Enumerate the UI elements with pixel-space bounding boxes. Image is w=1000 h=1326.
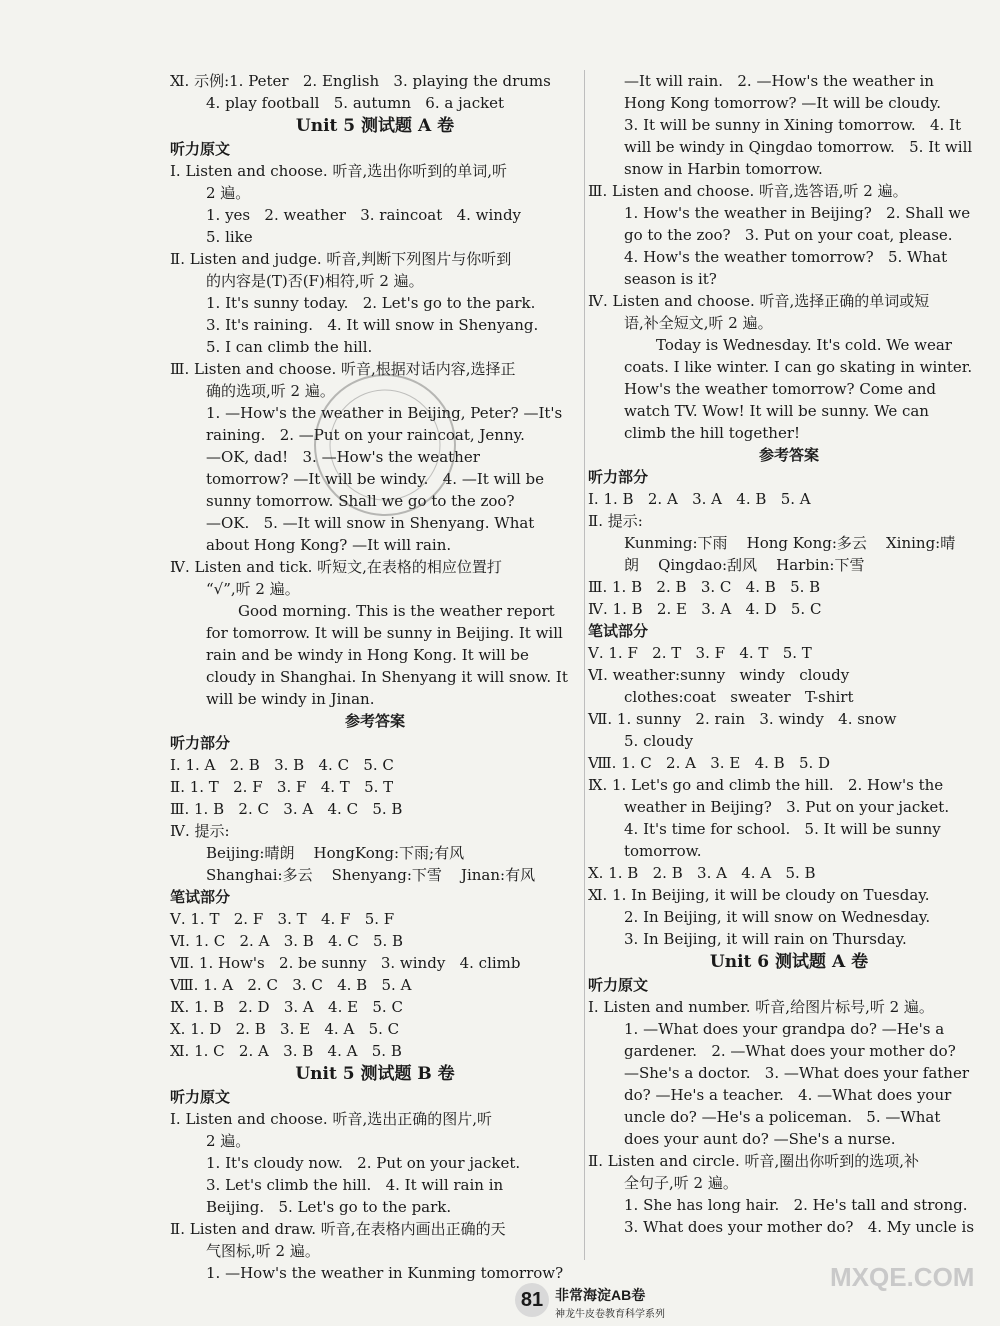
text-line: Ⅱ. 提示: — [588, 512, 643, 530]
text-line: Ⅳ. Listen and tick. 听短文,在表格的相应位置打 — [170, 558, 502, 576]
text-line: 参考答案 — [344, 712, 405, 730]
text-line: —It will rain. 2. —How's the weather in — [624, 72, 934, 90]
watermark-text: MXQE.COM — [830, 1262, 975, 1292]
text-line: do? —He's a teacher. 4. —What does your — [624, 1086, 952, 1104]
text-line: Today is Wednesday. It's cold. We wear — [656, 336, 952, 354]
text-line: 4. play football 5. autumn 6. a jacket — [206, 94, 505, 112]
text-line: 听力原文 — [170, 1088, 231, 1106]
text-line: Ⅷ. 1. A 2. C 3. C 4. B 5. A — [170, 976, 412, 994]
text-line: Kunming:下雨 Hong Kong:多云 Xining:晴 — [624, 534, 956, 552]
text-line: Ⅹ. 1. D 2. B 3. E 4. A 5. C — [170, 1020, 400, 1038]
text-line: Ⅳ. 提示: — [170, 822, 230, 840]
text-line: season is it? — [624, 270, 717, 288]
text-line: Ⅴ. 1. T 2. F 3. T 4. F 5. F — [170, 910, 395, 928]
text-line: 确的选项,听 2 遍。 — [206, 382, 335, 400]
text-line: weather in Beijing? 3. Put on your jacket. — [624, 798, 950, 816]
text-line: 笔试部分 — [588, 622, 649, 640]
text-line: coats. I like winter. I can go skating in winter. — [624, 358, 973, 376]
text-line: Ⅰ. Listen and choose. 听音,选出你听到的单词,听 — [170, 162, 507, 180]
text-line: How's the weather tomorrow? Come and — [624, 380, 936, 398]
text-line: tomorrow? —It will be windy. 4. —It will be — [206, 470, 545, 488]
text-line: Unit 5 测试题 A 卷 — [295, 116, 455, 136]
text-line: sunny tomorrow. Shall we go to the zoo? — [206, 492, 515, 510]
text-line: 笔试部分 — [170, 888, 231, 906]
text-line: 听力部分 — [170, 734, 231, 752]
text-line: does your aunt do? —She's a nurse. — [624, 1130, 896, 1148]
text-line: go to the zoo? 3. Put on your coat, please. — [624, 226, 953, 244]
text-line: 1. How's the weather in Beijing? 2. Shall we — [624, 204, 971, 222]
text-line: Beijing:晴朗 HongKong:下雨;有风 — [206, 844, 465, 862]
text-line: Ⅲ. Listen and choose. 听音,选答语,听 2 遍。 — [588, 182, 908, 200]
text-line: 参考答案 — [758, 446, 819, 464]
text-line: raining. 2. —Put on your raincoat, Jenny. — [206, 426, 525, 444]
text-line: Ⅰ. 1. A 2. B 3. B 4. C 5. C — [170, 756, 394, 774]
text-line: 3. In Beijing, it will rain on Thursday. — [624, 930, 907, 948]
text-line: Ⅱ. 1. T 2. F 3. F 4. T 5. T — [170, 778, 394, 796]
text-line: 4. How's the weather tomorrow? 5. What — [624, 248, 948, 266]
text-line: 3. It's raining. 4. It will snow in Shenyang. — [206, 316, 539, 334]
text-line: Ⅴ. 1. F 2. T 3. F 4. T 5. T — [588, 644, 812, 662]
publisher-name: 非常海淀AB卷 — [555, 1287, 646, 1303]
text-line: Unit 5 测试题 B 卷 — [295, 1064, 455, 1084]
text-line: snow in Harbin tomorrow. — [624, 160, 823, 178]
text-line: Ⅺ. 示例:1. Peter 2. English 3. playing the drums — [170, 72, 551, 90]
text-line: Ⅹ. 1. B 2. B 3. A 4. A 5. B — [588, 864, 816, 882]
text-line: climb the hill together! — [624, 424, 801, 442]
text-line: Ⅱ. Listen and judge. 听音,判断下列图片与你听到 — [170, 250, 512, 268]
text-line: Ⅺ. 1. In Beijing, it will be cloudy on Tuesday. — [588, 886, 930, 904]
text-line: Hong Kong tomorrow? —It will be cloudy. — [624, 94, 942, 112]
text-line: 5. I can climb the hill. — [206, 338, 373, 356]
page-number: 81 — [515, 1283, 549, 1317]
text-line: Ⅵ. 1. C 2. A 3. B 4. C 5. B — [170, 932, 404, 950]
text-line: Ⅲ. Listen and choose. 听音,根据对话内容,选择正 — [170, 360, 516, 378]
text-line: 的内容是(T)否(F)相符,听 2 遍。 — [206, 272, 424, 290]
text-line: “√”,听 2 遍。 — [206, 580, 300, 598]
text-line: will be windy in Jinan. — [206, 690, 375, 708]
text-line: 1. —What does your grandpa do? —He's a — [624, 1020, 945, 1038]
text-line: will be windy in Qingdao tomorrow. 5. It will — [624, 138, 973, 156]
text-line: Ⅰ. Listen and choose. 听音,选出正确的图片,听 — [170, 1110, 492, 1128]
text-line: Unit 6 测试题 A 卷 — [709, 952, 869, 972]
text-line: 2 遍。 — [206, 184, 251, 202]
text-line: Ⅶ. 1. sunny 2. rain 3. windy 4. snow — [588, 710, 897, 728]
text-line: uncle do? —He's a policeman. 5. —What — [624, 1108, 941, 1126]
text-line: Good morning. This is the weather report — [238, 602, 555, 620]
text-line: Ⅱ. Listen and circle. 听音,圈出你听到的选项,补 — [588, 1152, 920, 1170]
text-line: 3. What does your mother do? 4. My uncle is — [624, 1218, 975, 1236]
text-line: 3. Let's climb the hill. 4. It will rain in — [206, 1176, 504, 1194]
text-line: Ⅲ. 1. B 2. B 3. C 4. B 5. B — [588, 578, 821, 596]
text-line: Ⅵ. weather:sunny windy cloudy — [588, 666, 850, 684]
text-line: 2. In Beijing, it will snow on Wednesday. — [624, 908, 931, 926]
text-line: Ⅷ. 1. C 2. A 3. E 4. B 5. D — [588, 754, 831, 772]
text-line: gardener. 2. —What does your mother do? — [624, 1042, 956, 1060]
right-column — [588, 70, 990, 1238]
text-line: —She's a doctor. 3. —What does your father — [624, 1064, 970, 1082]
text-line: tomorrow. — [624, 842, 702, 860]
text-line: watch TV. Wow! It will be sunny. We can — [624, 402, 929, 420]
text-line: about Hong Kong? —It will rain. — [206, 536, 452, 554]
text-line: cloudy in Shanghai. In Shenyang it will snow. It — [206, 668, 568, 686]
text-line: Shanghai:多云 Shenyang:下雪 Jinan:有风 — [206, 866, 536, 884]
text-line: Ⅲ. 1. B 2. C 3. A 4. C 5. B — [170, 800, 403, 818]
text-line: —OK. 5. —It will snow in Shenyang. What — [206, 514, 535, 532]
text-line: clothes:coat sweater T-shirt — [624, 688, 854, 706]
text-line: 2 遍。 — [206, 1132, 251, 1150]
text-line: 1. It's sunny today. 2. Let's go to the park. — [206, 294, 536, 312]
text-line: 1. —How's the weather in Beijing, Peter? —It's — [206, 404, 563, 422]
text-line: Beijing. 5. Let's go to the park. — [206, 1198, 452, 1216]
text-line: Ⅳ. 1. B 2. E 3. A 4. D 5. C — [588, 600, 822, 618]
text-line: 5. like — [206, 228, 253, 246]
text-line: rain and be windy in Hong Kong. It will be — [206, 646, 529, 664]
text-line: 全句子,听 2 遍。 — [624, 1174, 738, 1192]
text-line: 听力原文 — [170, 140, 231, 158]
text-line: Ⅸ. 1. B 2. D 3. A 4. E 5. C — [170, 998, 403, 1016]
stamp-seal — [300, 360, 470, 530]
text-line: Ⅺ. 1. C 2. A 3. B 4. A 5. B — [170, 1042, 402, 1060]
text-line: 5. cloudy — [624, 732, 694, 750]
left-column — [170, 70, 580, 1284]
text-line: 听力原文 — [588, 976, 649, 994]
text-line: 1. —How's the weather in Kunming tomorrow? — [206, 1264, 564, 1282]
text-line: Ⅶ. 1. How's 2. be sunny 3. windy 4. climb — [170, 954, 521, 972]
text-line: Ⅳ. Listen and choose. 听音,选择正确的单词或短 — [588, 292, 930, 310]
text-line: Ⅰ. Listen and number. 听音,给图片标号,听 2 遍。 — [588, 998, 934, 1016]
column-divider — [584, 70, 585, 1260]
text-line: 朗 Qingdao:刮风 Harbin:下雪 — [624, 556, 865, 574]
text-line: Ⅰ. 1. B 2. A 3. A 4. B 5. A — [588, 490, 811, 508]
text-line: for tomorrow. It will be sunny in Beijing. It will — [206, 624, 563, 642]
text-line: 3. It will be sunny in Xining tomorrow. 4. It — [624, 116, 962, 134]
page-footer — [515, 1283, 665, 1323]
text-line: 1. yes 2. weather 3. raincoat 4. windy — [206, 206, 522, 224]
text-line: —OK, dad! 3. —How's the weather — [206, 448, 480, 466]
text-line: 气图标,听 2 遍。 — [206, 1242, 320, 1260]
text-line: Ⅱ. Listen and draw. 听音,在表格内画出正确的天 — [170, 1220, 506, 1238]
publisher-series: 神龙牛皮卷教育科学系列 — [555, 1309, 665, 1320]
text-line: 1. It's cloudy now. 2. Put on your jacket. — [206, 1154, 521, 1172]
text-line: 4. It's time for school. 5. It will be sunny — [624, 820, 941, 838]
text-line: 1. She has long hair. 2. He's tall and strong. — [624, 1196, 968, 1214]
text-line: Ⅸ. 1. Let's go and climb the hill. 2. How's the — [588, 776, 944, 794]
text-line: 语,补全短文,听 2 遍。 — [624, 314, 773, 332]
text-line: 听力部分 — [588, 468, 649, 486]
